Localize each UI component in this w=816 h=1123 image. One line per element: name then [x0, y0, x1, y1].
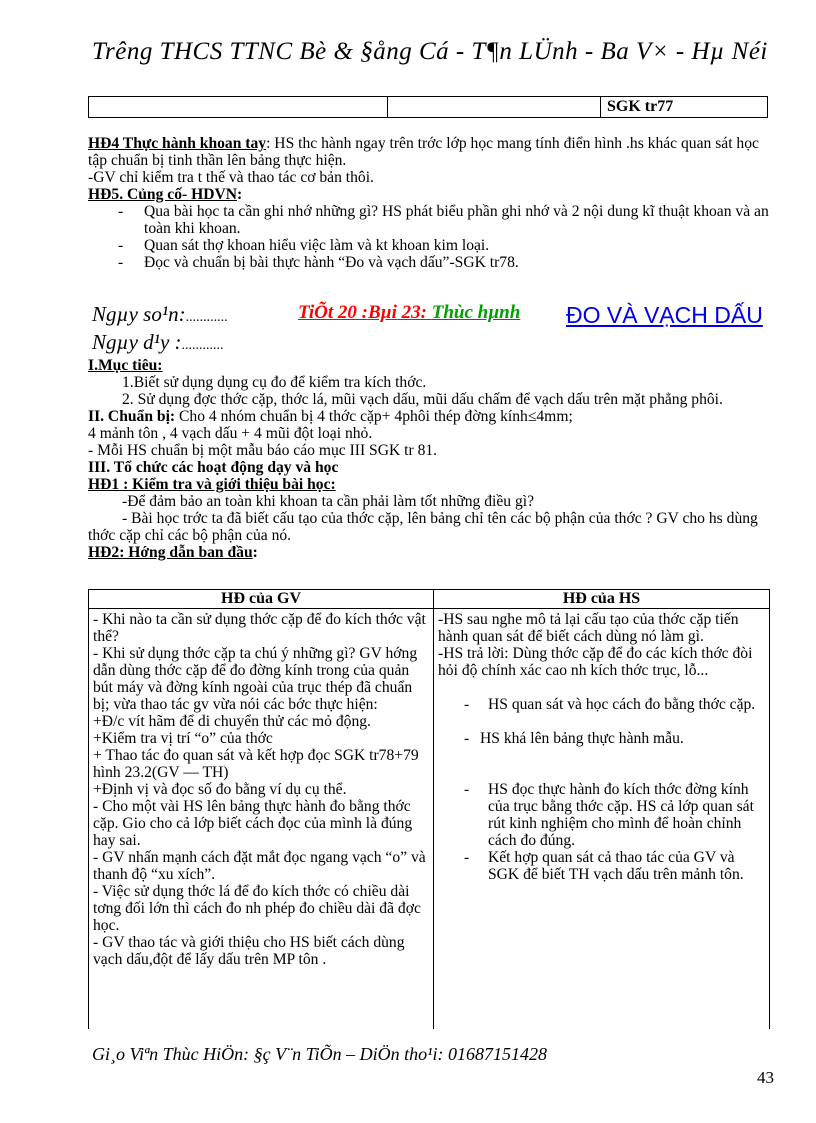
- ngay-day: Ngµy d¹y :............: [92, 330, 224, 354]
- gv-item: - Khi nào ta cần sử dụng thớc cặp để đo kích thớc vật thể?: [93, 611, 426, 645]
- hd4-title: HĐ4 Thực hành khoan tay: [88, 135, 267, 152]
- hd4-section: HĐ4 Thực hành khoan tay: HS thc hành ngay trên trớc lớp học mang tính điển hình .hs khác quan sát học tập chuẩn bị tinh thần lên bảng thực hiện. -GV chỉ kiểm tra t thế và thao tác cơ bản thôi. HĐ5. Củng cố- HDVN: - Qua bài học ta cần ghi nhớ những gì? HS phát biểu phần ghi nhớ và 2 nội dung kĩ thuật khoan và an toàn khi khoan. - Quan sát thợ khoan hiểu việc làm và kt khoan kim loại. - Đọc và chuẩn bị bài thực hành “Đo và vạch dấu”-SGK tr78.: [88, 135, 778, 271]
- gv-item: - Cho một vài HS lên bảng thực hành đo bằng thớc cặp. Gio cho cả lớp biết cách đọc của mình là đúng hay sai.: [93, 798, 413, 849]
- hs-item: -HS sau nghe mô tả lại cấu tạo của thớc cặp tiến hành quan sát để biết cách dùng nó làm gì.: [438, 611, 739, 645]
- hs-item: - HS quan sát và học cách đo bằng thớc cặp.: [464, 696, 756, 713]
- muc-tieu-line: 2. Sử dụng đợc thớc cặp, thớc lá, mũi vạch dấu, mũi dấu chấm để vạch dấu trên mặt phẳng phôi.: [122, 391, 723, 408]
- lesson-title: ĐO VÀ VẠCH DẤU: [566, 302, 763, 328]
- page-footer: Gi¸o Viªn Thùc HiÖn: §ç V¨n TiÕn – DiÖn tho¹i: 01687151428: [92, 1044, 548, 1064]
- ngay-soan: Ngµy so¹n:............: [92, 302, 228, 326]
- hd4-text: : HS thc hành ngay trên trớc lớp học mang tính điển hình .hs khác quan sát học tập chuẩn bị tinh thần lên bảng thực hiện.: [88, 135, 759, 169]
- top-table-cell-3: SGK tr77: [601, 97, 768, 118]
- hd4-line2: -GV chỉ kiểm tra t thế và thao tác cơ bản thôi.: [88, 169, 374, 186]
- gv-item: - Việc sử dụng thớc lá để đo kích thớc có chiều dài tơng đối lớn thì cách đo nh phép đo chiều dài đã đợc học.: [93, 883, 421, 934]
- gv-item: +Đ/c vít hãm để di chuyển thử các mỏ động.: [93, 713, 371, 730]
- activity-table: [88, 589, 770, 1029]
- hd5-item: - Đọc và chuẩn bị bài thực hành “Đo và vạch dấu”-SGK tr78.: [118, 254, 519, 271]
- header-gv: HĐ của GV: [89, 590, 434, 609]
- hd1-line: - Bài học trớc ta đã biết cấu tạo của thớc cặp, lên bảng chỉ tên các bộ phận của thớc ? GV cho hs dùng thớc cặp chỉ các bộ phận của nó.: [88, 510, 758, 544]
- lesson-type: Thùc hµnh: [431, 302, 521, 323]
- gv-item: - Khi sử dụng thớc cặp ta chú ý những gì? GV hớng dẫn dùng thớc cặp để đo đờng kính trong của quản bút máy và đờng kính ngoài của trục thép đã chuẩn bị; vừa thao tác gv vừa nói các bớc thực hiện:: [93, 645, 418, 713]
- hd1-line: -Để đảm bảo an toàn khi khoan ta cần phải làm tốt những điều gì?: [122, 493, 535, 510]
- hd2-title: HĐ2: Hớng dẫn ban đầu: [88, 544, 253, 561]
- chuan-bi-line: - Mỗi HS chuẩn bị một mẫu báo cáo mục III SGK tr 81.: [88, 442, 438, 459]
- to-chuc-title: III. Tổ chức các hoạt động dạy và học: [88, 459, 339, 476]
- chuan-bi-line: 4 mảnh tôn , 4 vạch dấu + 4 mũi đột loại nhỏ.: [88, 425, 373, 442]
- lesson-body: I.Mục tiêu: 1.Biết sử dụng dụng cụ đo để kiểm tra kích thớc. 2. Sử dụng đợc thớc cặp, thớc lá, mũi vạch dấu, mũi dấu chấm để vạch dấu trên mặt phẳng phôi. II. Chuẩn bị: Cho 4 nhóm chuẩn bị 4 thớc cặp+ 4phôi thép đờng kính≤4mm; 4 mảnh tôn , 4 vạch dấu + 4 mũi đột loại nhỏ. - Mỗi HS chuẩn bị một mẫu báo cáo mục III SGK tr 81. III. Tổ chức các hoạt động dạy và học HĐ1 : Kiểm tra và giới thiệu bài học: -Để đảm bảo an toàn khi khoan ta cần phải làm tốt những điều gì? - Bài học trớc ta đã biết cấu tạo của thớc cặp, lên bảng chỉ tên các bộ phận của thớc ? GV cho hs dùng thớc cặp chỉ các bộ phận của nó. HĐ2: Hớng dẫn ban đầu:: [88, 357, 778, 561]
- hd5-title: HĐ5. Củng cố- HDVN: [88, 186, 238, 203]
- header-hs: HĐ của HS: [434, 590, 770, 609]
- hd5-item: - Qua bài học ta cần ghi nhớ những gì? HS phát biểu phần ghi nhớ và 2 nội dung kĩ thuật khoan và an toàn khi khoan.: [118, 203, 769, 237]
- top-table: [88, 96, 768, 118]
- hd1-title: HĐ1 : Kiểm tra và giới thiệu bài học:: [88, 476, 336, 493]
- hd5-item: - Quan sát thợ khoan hiểu việc làm và kt khoan kim loại.: [118, 237, 490, 254]
- page-header: Trêng THCS TTNC Bè & §ång Cá - T¶n LÜnh - Ba V× - Hµ Néi: [92, 38, 768, 65]
- hs-item: - HS khá lên bảng thực hành mẫu.: [464, 730, 684, 747]
- gv-activities: [89, 609, 434, 1030]
- chuan-bi-title: II. Chuẩn bị:: [88, 408, 176, 425]
- hs-item: - Kết hợp quan sát cả thao tác của GV và SGK để biết TH vạch dấu trên mảnh tôn.: [464, 849, 744, 883]
- muc-tieu-line: 1.Biết sử dụng dụng cụ đo để kiểm tra kích thớc.: [122, 374, 427, 391]
- top-table-cell-2: [388, 97, 601, 118]
- gv-item: +Kiểm tra vị trí “o” của thớc: [93, 730, 273, 747]
- hs-item: - HS đọc thực hành đo kích thớc đờng kính của trục bằng thớc cặp. HS cả lớp quan sát rút kinh nghiệm cho mình để hoàn chỉnh cách đo đúng.: [464, 781, 754, 849]
- hs-item: -HS trả lời: Dùng thớc cặp để đo các kích thớc đòi hỏi độ chính xác cao nh kích thớc trục, lỗ...: [438, 645, 753, 679]
- top-table-cell-1: [89, 97, 388, 118]
- hs-activities: [434, 609, 770, 1030]
- gv-item: - GV thao tác và giới thiệu cho HS biết cách dùng vạch dấu,đột để lấy dấu trên MP tôn .: [93, 934, 405, 968]
- lesson-number: TiÕt 20 :Bµi 23: Thùc hµnh: [298, 302, 521, 323]
- muc-tieu-title: I.Mục tiêu:: [88, 357, 163, 374]
- gv-item: +Định vị và đọc số đo bằng ví dụ cụ thể.: [93, 781, 347, 798]
- page-number: 43: [757, 1068, 774, 1087]
- gv-item: - GV nhấn mạnh cách đặt mắt đọc ngang vạch “o” và thanh độ “xu xích”.: [93, 849, 426, 883]
- gv-item: + Thao tác đo quan sát và kết hợp đọc SGK tr78+79 hình 23.2(GV — TH): [93, 747, 419, 781]
